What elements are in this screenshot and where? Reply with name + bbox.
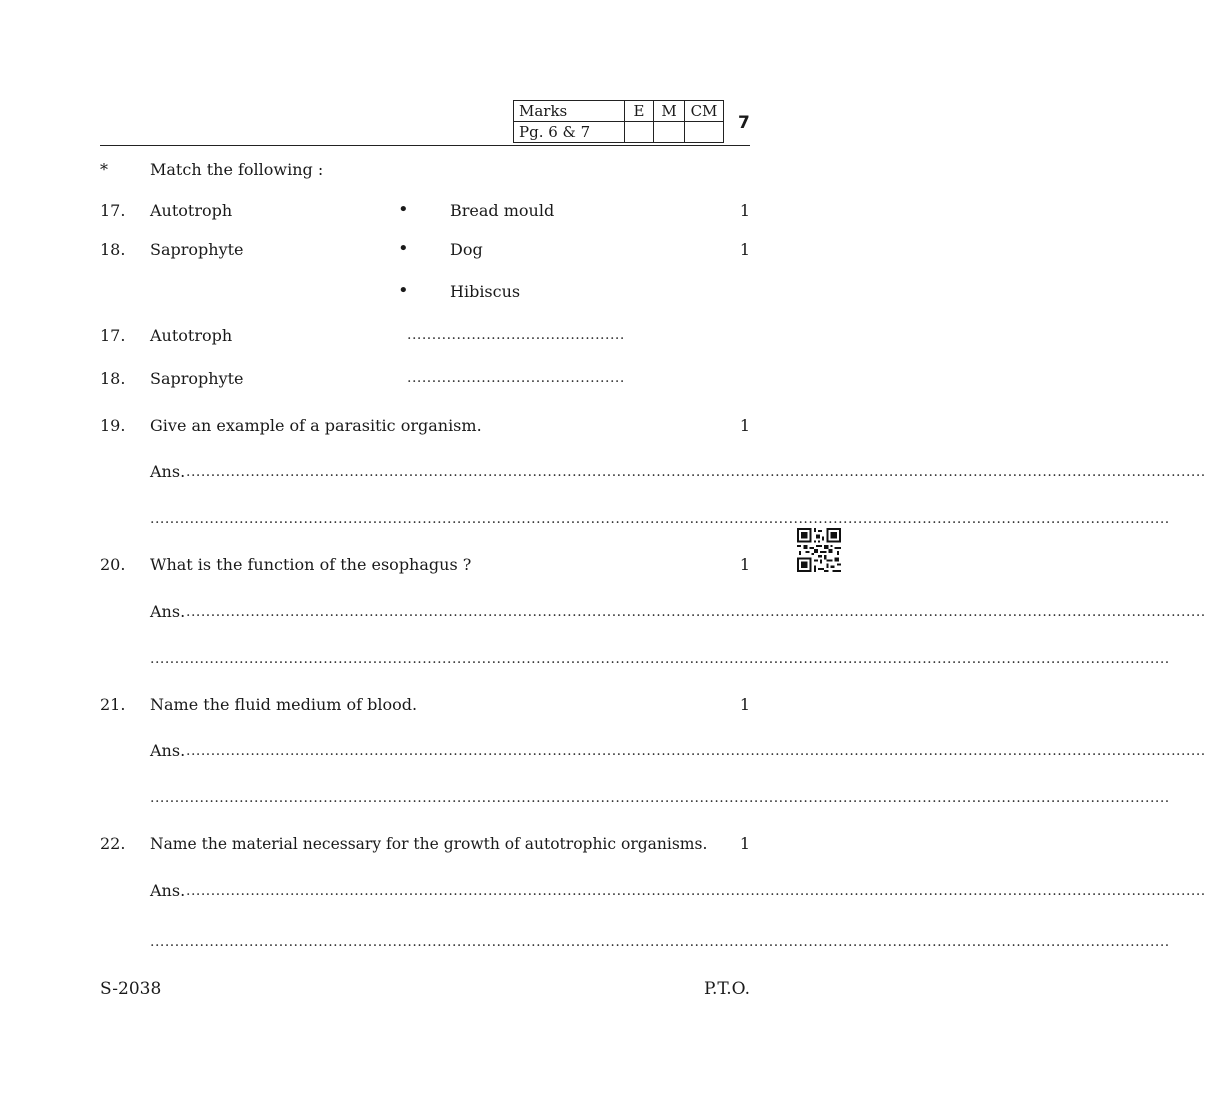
- match-option-3: Hibiscus: [450, 282, 521, 301]
- col-cm-cell: [685, 122, 724, 143]
- q20-text: What is the function of the esophagus ?: [150, 555, 472, 574]
- q18-left-term: Saprophyte: [150, 240, 244, 259]
- q20-ans-label: Ans.: [150, 602, 186, 621]
- q17-left-term: Autotroph: [150, 201, 233, 220]
- page-ref: Pg. 6 & 7: [514, 122, 625, 143]
- q22-answer-line-1[interactable]: ..............................................................................................................................................................................................................: [186, 883, 1206, 899]
- qr-code-icon: [797, 528, 841, 572]
- bullet: •: [398, 199, 409, 220]
- q17-number: 17.: [100, 201, 126, 220]
- q22-ans-label: Ans.: [150, 881, 186, 900]
- q21-ans-label: Ans.: [150, 741, 186, 760]
- q20-marks: 1: [739, 555, 750, 574]
- q19-ans-label: Ans.: [150, 462, 186, 481]
- q21-answer-line-1[interactable]: ..............................................................................................................................................................................................................: [186, 743, 1206, 759]
- q22-text: Name the material necessary for the growth of autotrophic organisms.: [150, 835, 708, 853]
- pto-label: P.T.O.: [704, 979, 750, 999]
- marks-label: Marks: [514, 101, 625, 122]
- q22-answer-line-2[interactable]: ..............................................................................................................................................................................................................: [150, 934, 1170, 950]
- q21-answer-line-2[interactable]: ..............................................................................................................................................................................................................: [150, 790, 1170, 806]
- q19-number: 19.: [100, 416, 126, 435]
- match-instruction: Match the following :: [150, 160, 324, 179]
- bullet: •: [398, 238, 409, 259]
- star-marker: *: [100, 160, 108, 179]
- q20-number: 20.: [100, 555, 126, 574]
- answer-18-label: Saprophyte: [150, 369, 244, 388]
- q21-number: 21.: [100, 695, 126, 714]
- q19-answer-line-1[interactable]: ..............................................................................................................................................................................................................: [186, 464, 1206, 480]
- q19-answer-line-2[interactable]: ..............................................................................................................................................................................................................: [150, 511, 1170, 527]
- q21-marks: 1: [739, 695, 750, 714]
- q19-marks: 1: [739, 416, 750, 435]
- page-number: 7: [738, 113, 750, 133]
- match-option-2: Dog: [450, 240, 483, 259]
- answer-18-number: 18.: [100, 369, 126, 388]
- answer-18-blank[interactable]: ............................................: [407, 370, 625, 386]
- bullet: •: [398, 280, 409, 301]
- col-e-header: E: [625, 101, 654, 122]
- q18-marks: 1: [739, 240, 750, 259]
- col-m-header: M: [654, 101, 685, 122]
- q22-number: 22.: [100, 834, 126, 853]
- paper-code: S-2038: [100, 979, 162, 999]
- q20-answer-line-1[interactable]: ..............................................................................................................................................................................................................: [186, 604, 1206, 620]
- q20-answer-line-2[interactable]: ..............................................................................................................................................................................................................: [150, 651, 1170, 667]
- marks-table: [513, 100, 724, 143]
- col-e-cell: [625, 122, 654, 143]
- q18-number: 18.: [100, 240, 126, 259]
- col-m-cell: [654, 122, 685, 143]
- answer-17-number: 17.: [100, 326, 126, 345]
- q17-marks: 1: [739, 201, 750, 220]
- col-cm-header: CM: [685, 101, 724, 122]
- q19-text: Give an example of a parasitic organism.: [150, 416, 482, 435]
- q21-text: Name the fluid medium of blood.: [150, 695, 418, 714]
- answer-17-label: Autotroph: [150, 326, 233, 345]
- q22-marks: 1: [739, 834, 750, 853]
- answer-17-blank[interactable]: ............................................: [407, 327, 625, 343]
- match-option-1: Bread mould: [450, 201, 555, 220]
- header-rule: [100, 145, 750, 146]
